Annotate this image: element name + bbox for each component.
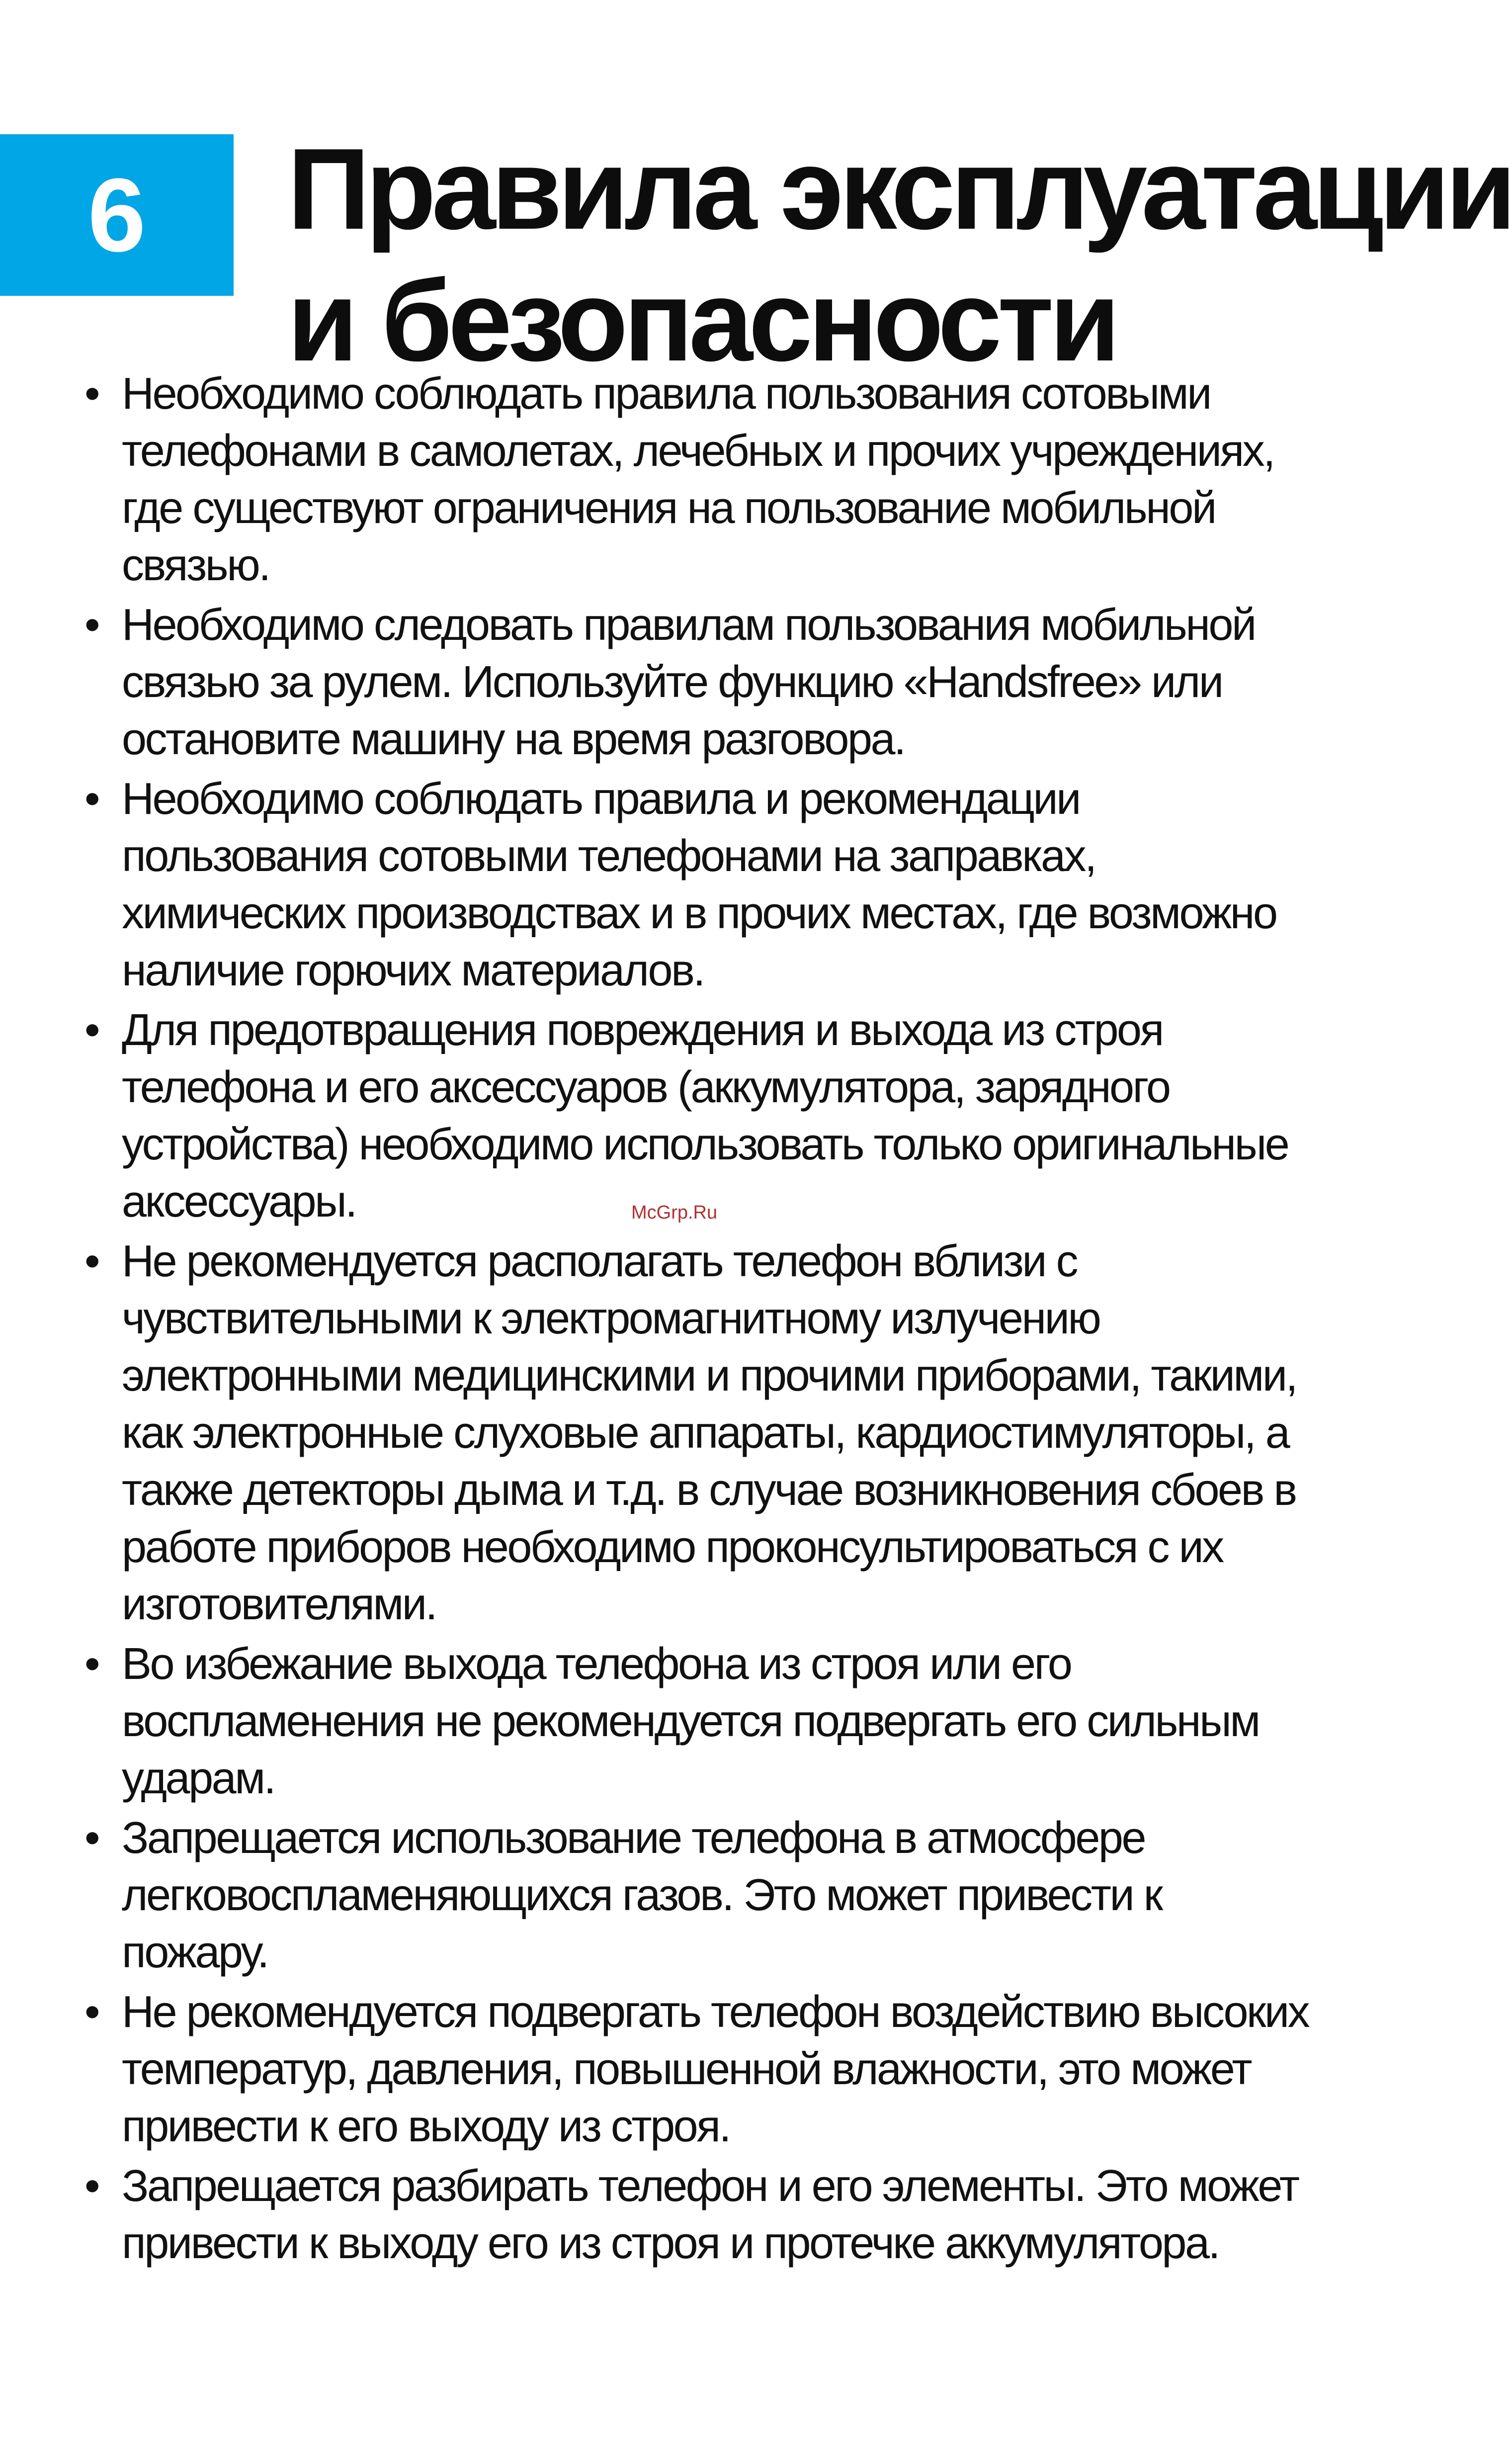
rule-item: • Необходимо соблюдать правила и рекомендации пользования сотовыми телефонами на заправках, химических производствах и в прочих местах, где возможно наличие горючих материалов. [84, 771, 1317, 999]
rule-item: • Запрещается использование телефона в атмосфере легковоспламеняющихся газов. Это может привести к пожару. [84, 1810, 1317, 1981]
rule-item: • Во избежание выхода телефона из строя или его воспламенения не рекомендуется подвергать его сильным ударам. [84, 1636, 1317, 1807]
rule-item: • Запрещается разбирать телефон и его элементы. Это может привести к выходу его из строя и протечке аккумулятора. [84, 2158, 1317, 2272]
rule-item: • Не рекомендуется подвергать телефон воздействию высоких температур, давления, повышенной влажности, это может привести к его выходу из строя. [84, 1984, 1317, 2155]
rule-item: • Необходимо соблюдать правила пользования сотовыми телефонами в самолетах, лечебных и прочих учреждениях, где существуют ограничения на пользование мобильной связью. [84, 365, 1317, 594]
page-title-line-2: и безопасности [287, 257, 1116, 385]
watermark: McGrp.Ru [631, 1202, 718, 1223]
rule-item: • Необходимо следовать правилам пользования мобильной связью за рулем. Используйте функцию «Handsfree» или остановите машину на время разговора. [84, 597, 1317, 768]
rule-item: • Не рекомендуется располагать телефон вблизи с чувствительными к электромагнитному излучению электронными медицинскими и прочими приборами, такими, как электронные слуховые аппараты, кардиостимуляторы, а также детекторы дыма и т.д. в случае возникновения сбоев в работе приборов необходимо проконсультироваться с их изготовителями. [84, 1233, 1317, 1633]
section-number: 6 [87, 156, 146, 273]
page-title-line-1: Правила эксплуатации [287, 125, 1512, 254]
page-title [287, 123, 1512, 387]
safety-rules-list [84, 365, 1317, 2275]
section-number-badge [0, 134, 234, 296]
rule-item: • Для предотвращения повреждения и выхода из строя телефона и его аксессуаров (аккумулятора, зарядного устройства) необходимо использовать только оригинальные аксессуары. [84, 1002, 1317, 1230]
